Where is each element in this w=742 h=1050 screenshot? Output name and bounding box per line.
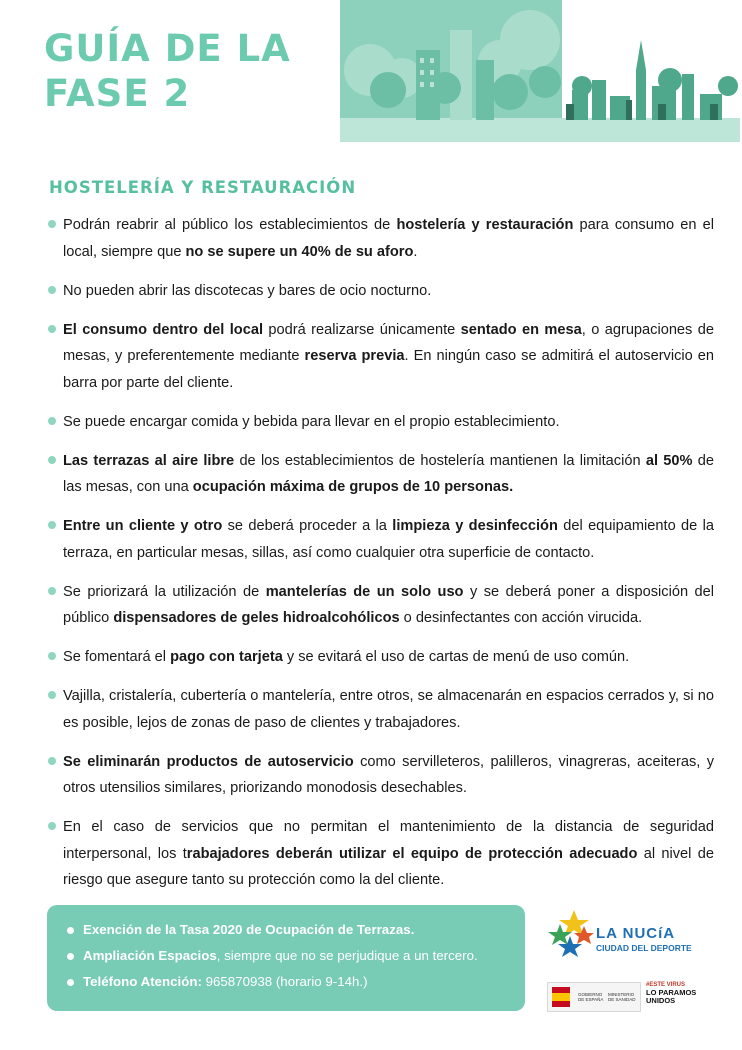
logo-name: LA NUCíA — [596, 925, 676, 942]
info-row-space-expansion: Ampliación Espacios, siempre que no se perjudique a un tercero. — [65, 943, 507, 969]
info-row-tax-exemption: Exención de la Tasa 2020 de Ocupación de Terrazas. — [65, 917, 507, 943]
campaign-logo — [646, 982, 702, 1012]
info-row-phone: Teléfono Atención: 965870938 (horario 9-14h.) — [65, 969, 507, 995]
measure-item: Entre un cliente y otro se deberá proceder a la limpieza y desinfección del equipamiento de la terraza, en particular mesas, sillas, así como cualquier otra superficie de contacto. — [46, 513, 714, 566]
title-line-1: GUÍA DE LA — [44, 27, 291, 70]
measure-item: No pueden abrir las discotecas y bares de ocio nocturno. — [46, 278, 714, 305]
ministry-label: MINISTERIO DE SANIDAD — [608, 992, 636, 1002]
info-box — [47, 905, 525, 1011]
title-line-2: FASE 2 — [44, 72, 191, 115]
measure-item: Podrán reabrir al público los establecimientos de hostelería y restauración para consumo en el local, siempre que no se supere un 40% de su aforo. — [46, 212, 714, 265]
measure-item: Se fomentará el pago con tarjeta y se evitará el uso de cartas de menú de uso común. — [46, 644, 714, 671]
section-title: HOSTELERÍA Y RESTAURACIÓN — [49, 178, 357, 197]
measure-item: El consumo dentro del local podrá realizarse únicamente sentado en mesa, o agrupaciones de mesas, y preferentemente mediante reserva previa. En ningún caso se admitirá el autoservicio en barra por parte del cliente. — [46, 317, 714, 397]
measure-item: Las terrazas al aire libre de los establecimientos de hostelería mantienen la limitación al 50% de las mesas, con una ocupación máxima de grupos de 10 personas. — [46, 448, 714, 501]
city-skyline-illustration — [340, 0, 740, 142]
page-title — [44, 26, 291, 116]
logo-tagline: CIUDAD DEL DEPORTE — [596, 943, 692, 953]
measure-item: Se eliminarán productos de autoservicio como servilleteros, palilleros, vinagreras, aceiteras, y otros utensilios similares, priorizando monodosis desechables. — [46, 749, 714, 802]
la-nucia-logo — [596, 925, 692, 953]
measure-item: Se puede encargar comida y bebida para llevar en el propio establecimiento. — [46, 409, 714, 436]
gov-label: GOBIERNO DE ESPAÑA — [578, 992, 604, 1002]
measure-item: En el caso de servicios que no permitan el mantenimiento de la distancia de seguridad interpersonal, los trabajadores deberán utilizar el equipo de protección adecuado al nivel de riesgo que asegure tanto su protección como la del cliente. — [46, 814, 714, 894]
measure-item: Se priorizará la utilización de mantelerías de un solo uso y se deberá poner a disposición del público dispensadores de geles hidroalcohólicos o desinfectantes con acción virucida. — [46, 579, 714, 632]
government-logo — [547, 982, 641, 1012]
spain-flag-icon — [552, 987, 570, 1007]
campaign-text: LO PARAMOS UNIDOS — [646, 988, 697, 1005]
measure-item: Vajilla, cristalería, cubertería o mantelería, entre otros, se almacenarán en espacios cerrados y, si no es posible, lejos de zonas de paso de clientes y trabajadores. — [46, 683, 714, 736]
campaign-hashtag: #ESTE VIRUS — [646, 982, 686, 988]
measures-list — [46, 212, 714, 906]
